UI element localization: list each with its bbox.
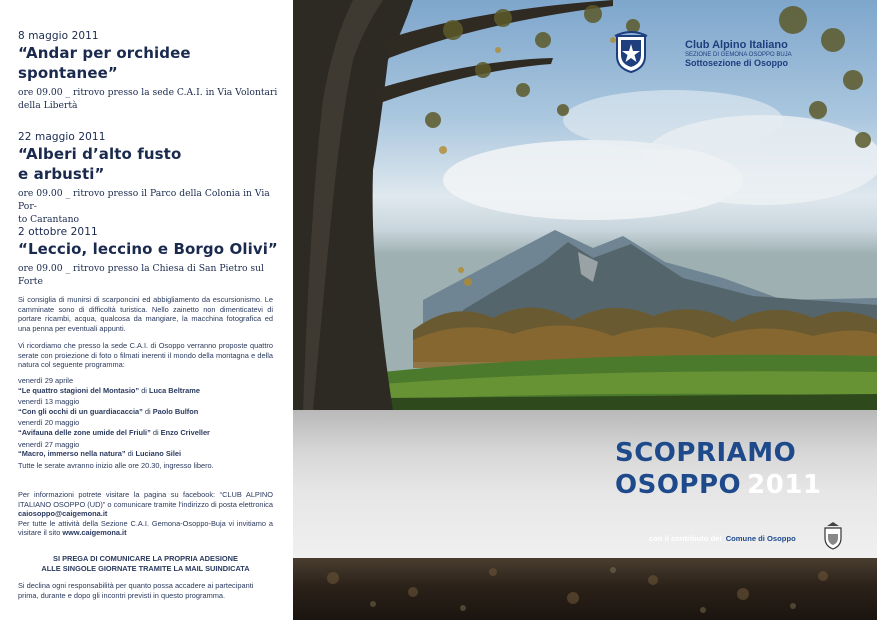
info-text: Per tutte le attività della Sezione C.A.I. Gemona-Osoppo-Buja vi invitiamo a visitare il sito <box>18 518 273 538</box>
event-1 <box>18 30 280 112</box>
info-text-2 <box>18 519 273 538</box>
serata-item <box>18 407 273 417</box>
info-block <box>18 490 273 538</box>
municipality-crest-icon <box>823 522 843 550</box>
event-title-line: spontanee” <box>18 64 118 82</box>
serata-date: venerdì 29 aprile <box>18 376 74 385</box>
serata-item <box>18 386 273 396</box>
advice-text: Si consiglia di munirsi di scarponcini ed abbigliamento da escursionismo. Le camminate sono di difficoltà turistica. Nello zainetto non dimenticatevi di portare ricambi, acqua, qualcosa da mangiare, la macchina fotografica ed una penna per eventuali appunti. <box>18 295 273 333</box>
event-date: 8 maggio 2011 <box>18 30 99 42</box>
event-info-line: to Carantano <box>18 214 80 225</box>
serata-title: “Le quattro stagioni del Montasio” <box>18 385 140 395</box>
serata-speaker: Luciano Silei <box>135 449 182 459</box>
event-title-line: “Leccio, leccino e Borgo Olivi” <box>18 240 278 258</box>
event-date: 2 ottobre 2011 <box>18 226 98 238</box>
municipality-name: Comune di Osoppo <box>725 534 796 543</box>
serata-title: “Macro, immerso nella natura” <box>18 449 126 459</box>
serate-intro: Vi ricordiamo che presso la sede C.A.I. di Osoppo verranno proposte quattro serate con proiezione di foto o filmati inerenti il mondo della montagna e della natura col seguente programma: <box>18 341 273 370</box>
event-title-line: e arbusti” <box>18 165 105 183</box>
event-info-line: della Libertà <box>18 100 78 111</box>
event-date: 22 maggio 2011 <box>18 131 106 143</box>
event-info-line: ore 09.00 _ ritrovo presso la sede C.A.I. in Via Volontari <box>18 87 278 98</box>
serata-by: di <box>139 385 149 395</box>
event-2 <box>18 131 280 226</box>
serate-list <box>18 376 273 470</box>
club-section: Sottosezione di Osoppo <box>685 58 788 68</box>
landscape-photo <box>293 0 877 410</box>
email-link[interactable]: caiosoppo@caigemona.it <box>18 509 108 519</box>
contribution-line <box>649 534 796 543</box>
serata-item <box>18 449 273 459</box>
event-info-line: ore 09.00 _ ritrovo presso la Chiesa di San Pietro sul Forte <box>18 263 264 287</box>
club-name: Club Alpino Italiano <box>685 39 788 51</box>
contribution-prefix: con il contributo del <box>649 534 722 543</box>
cover-panel <box>293 0 877 620</box>
serata-item <box>18 428 273 438</box>
serata-title: “Avifauna delle zone umide del Friuli” <box>18 427 151 437</box>
event-info <box>18 86 280 112</box>
notice-line: SI PREGA DI COMUNICARE LA PROPRIA ADESIONE <box>53 554 238 563</box>
serata-by: di <box>150 427 161 437</box>
cover-title-word: OSOPPO <box>615 470 742 500</box>
serata-speaker: Enzo Criveller <box>160 427 210 437</box>
title-band <box>293 410 877 558</box>
ground-illustration <box>293 558 877 620</box>
event-3 <box>18 226 280 288</box>
event-info <box>18 262 280 288</box>
notice <box>18 554 273 573</box>
serata-speaker: Paolo Bulfon <box>152 406 199 416</box>
info-text: Per informazioni potrete visitare la pagina su facebook: “CLUB ALPINO ITALIANO OSOPPO (UD)” o comunicare tramite l’indirizzo di posta elettronica <box>18 490 273 509</box>
ground-photo <box>293 558 877 620</box>
serata-date: venerdì 13 maggio <box>18 397 80 407</box>
serate-footer: Tutte le serate avranno inizio alle ore 20.30, ingresso libero. <box>18 460 214 470</box>
cover-title-line-2 <box>615 470 822 500</box>
event-info-line: ore 09.00 _ ritrovo presso il Parco della Colonia in Via Por- <box>18 188 270 212</box>
serata-date: venerdì 20 maggio <box>18 418 80 428</box>
club-subtitle: SEZIONE DI GEMONA OSOPPO BUJA <box>685 52 792 58</box>
disclaimer: Si declina ogni responsabilità per quanto possa accadere ai partecipanti prima, durante e dopo gli incontri previsti in questo programma. <box>18 581 254 600</box>
serata-speaker: Luca Beltrame <box>149 385 200 395</box>
event-info <box>18 187 280 226</box>
serata-date: venerdì 27 maggio <box>18 439 80 449</box>
serata-title: “Con gli occhi di un guardiacaccia” <box>18 406 143 416</box>
event-title-line: “Alberi d’alto fusto <box>18 145 182 163</box>
website-link[interactable]: www.caigemona.it <box>62 528 127 538</box>
serata-by: di <box>125 449 136 459</box>
landscape-illustration <box>293 0 877 410</box>
serata-by: di <box>142 406 153 416</box>
program-panel <box>0 0 293 620</box>
event-title-line: “Andar per orchidee <box>18 44 191 62</box>
notice-line: ALLE SINGOLE GIORNATE TRAMITE LA MAIL SUINDICATA <box>41 563 250 573</box>
cai-logo-icon <box>613 30 649 74</box>
cover-year: 2011 <box>747 470 822 500</box>
cover-title-line-1: SCOPRIAMO <box>615 438 797 468</box>
